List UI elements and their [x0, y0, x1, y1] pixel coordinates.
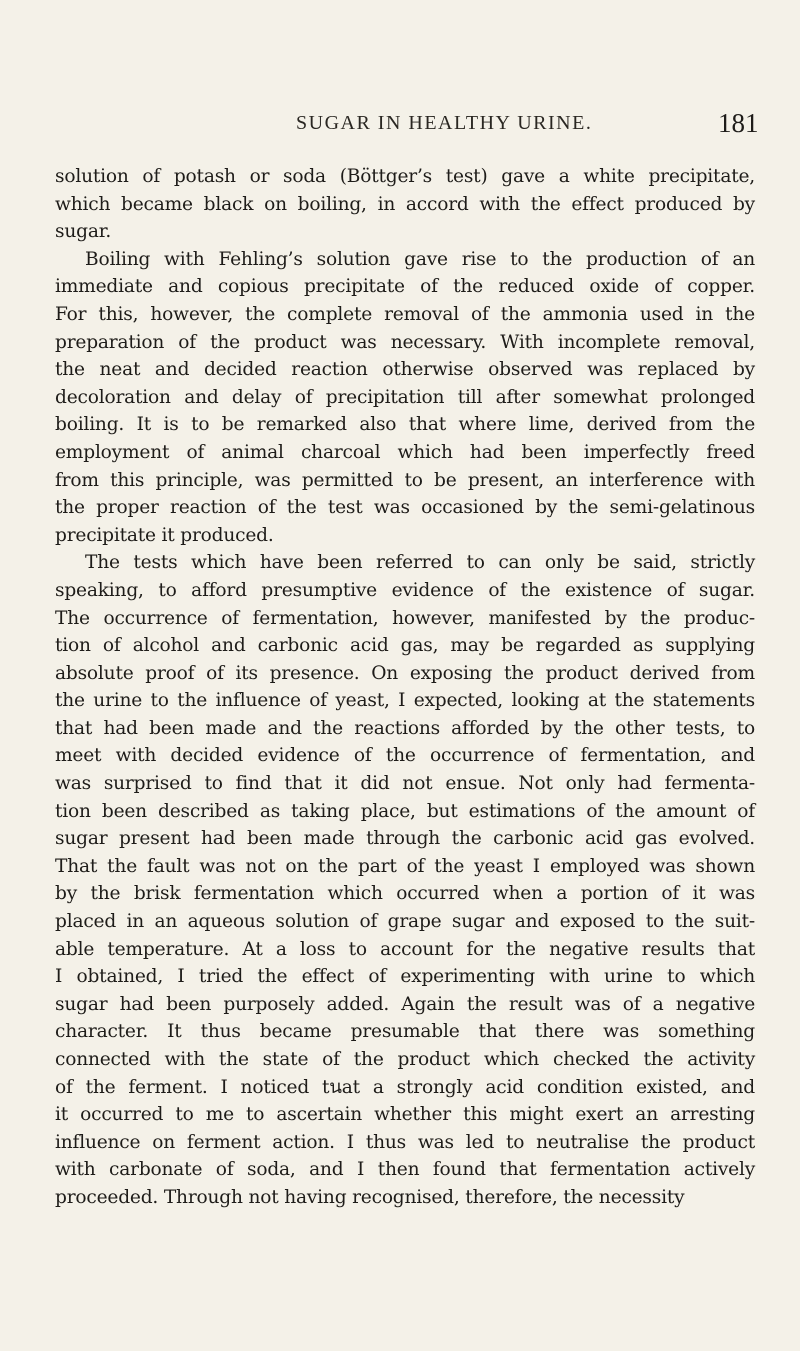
text-line: was surprised to find that it did not ensue. Not only had fermenta- [55, 773, 755, 795]
text-line: tion been described as taking place, but estimations of the amount of [55, 800, 755, 822]
text-line: sugar had been purposely added. Again the result was of a negative [55, 993, 755, 1015]
paragraph [55, 549, 755, 1211]
text-line: of the ferment. I noticed tนat a strongly acid condition existed, and [55, 1076, 755, 1098]
text-line: speaking, to afford presumptive evidence of the existence of sugar. [55, 579, 755, 601]
text-line: The occurrence of fermentation, however, manifested by the produc- [55, 607, 755, 629]
text-line: tion of alcohol and carbonic acid gas, may be regarded as supplying [55, 635, 755, 657]
text-line: I obtained, I tried the effect of experimenting with urine to which [55, 966, 755, 988]
text-line: influence on ferment action. I thus was led to neutralise the product [55, 1131, 755, 1153]
running-title: SUGAR IN HEALTHY URINE. [296, 112, 593, 134]
text-line: solution of potash or soda (Böttger’s test) gave a white precipitate, [55, 166, 755, 187]
text-line: The tests which have been referred to can only be said, strictly [85, 552, 755, 574]
text-line: decoloration and delay of precipitation till after somewhat prolonged [55, 386, 755, 408]
paragraph [55, 246, 755, 550]
text-line: character. It thus became presumable that there was something [55, 1021, 755, 1043]
text-line: absolute proof of its presence. On exposing the product derived from [55, 662, 755, 684]
page-number: 181 [718, 108, 759, 138]
text-line: the urine to the influence of yeast, I expected, looking at the statements [55, 690, 755, 712]
text-line: it occurred to me to ascertain whether this might exert an arresting [55, 1104, 755, 1126]
text-line: the proper reaction of the test was occasioned by the semi-gelatinous [55, 497, 755, 519]
text-line: the neat and decided reaction otherwise observed was replaced by [55, 359, 755, 381]
text-line: precipitate it produced. [55, 524, 274, 546]
text-line: boiling. It is to be remarked also that where lime, derived from the [55, 414, 755, 436]
text-line: Boiling with Fehling’s solution gave rise to the production of an [85, 248, 755, 270]
text-line: For this, however, the complete removal of the ammonia used in the [55, 303, 755, 325]
text-line: connected with the state of the product which checked the activity [55, 1049, 755, 1070]
text-line: by the brisk fermentation which occurred when a portion of it was [55, 883, 755, 905]
text-line: with carbonate of soda, and I then found that fermentation actively [55, 1159, 755, 1181]
text-line: employment of animal charcoal which had been imperfectly freed [55, 441, 755, 463]
text-line: sugar present had been made through the carbonic acid gas evolved. [55, 828, 755, 850]
text-line: That the fault was not on the part of the yeast I employed was shown [55, 855, 755, 877]
paragraph [55, 163, 755, 246]
text-line: from this principle, was permitted to be present, an interference with [55, 469, 755, 491]
text-line: immediate and copious precipitate of the reduced oxide of copper. [55, 276, 755, 298]
text-line: preparation of the product was necessary. With incomplete removal, [55, 331, 755, 353]
text-line: which became black on boiling, in accord with the effect produced by [55, 193, 755, 215]
text-line: that had been made and the reactions afforded by the other tests, to [55, 717, 755, 739]
body-text [55, 163, 755, 1212]
page-header [0, 108, 800, 142]
text-line: proceeded. Through not having recognised, therefore, the necessity [55, 1186, 685, 1208]
text-line: sugar. [55, 221, 112, 243]
text-line: meet with decided evidence of the occurrence of fermentation, and [55, 745, 755, 767]
text-line: able temperature. At a loss to account for the negative results that [55, 938, 755, 960]
text-line: placed in an aqueous solution of grape sugar and exposed to the suit- [55, 911, 755, 933]
